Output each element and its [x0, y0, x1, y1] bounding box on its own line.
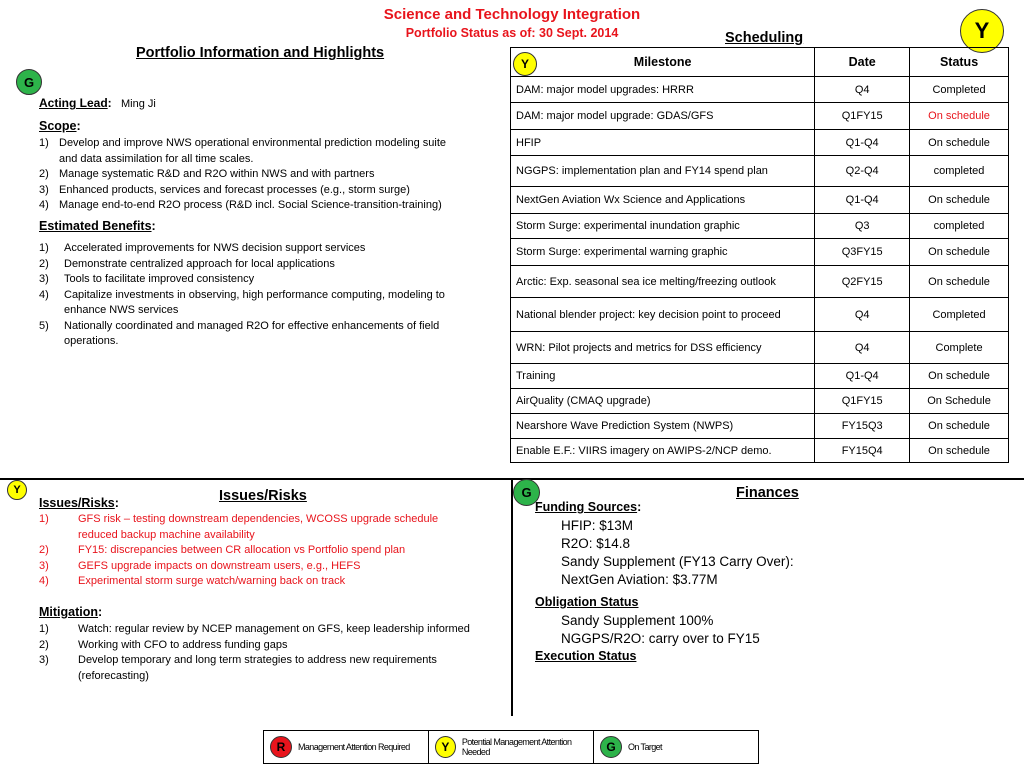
status-cell: On Schedule [910, 389, 1009, 414]
list-text: GEFS upgrade impacts on downstream users, e.g., HEFS [78, 559, 361, 572]
list-number: 3) [39, 654, 49, 666]
finances-heading: Finances [736, 485, 799, 501]
milestone-cell: Storm Surge: experimental inundation graphic [511, 214, 815, 239]
date-cell: Q3 [815, 214, 910, 239]
list-text: Capitalize investments in observing, high performance computing, modeling to [64, 288, 445, 301]
mitigation-label-wrap: Mitigation: [39, 605, 103, 619]
list-number: 3) [39, 559, 49, 572]
date-cell: Q1FY15 [815, 103, 910, 130]
list-text-continued: (reforecasting) [78, 669, 149, 682]
legend-item-red [264, 731, 429, 763]
list-text: Experimental storm surge watch/warning back on track [78, 575, 346, 587]
list-text: GFS risk – testing downstream dependencies, WCOSS upgrade schedule [78, 513, 439, 525]
list-number: 2) [39, 544, 49, 556]
legend-red-indicator: R [270, 736, 292, 758]
funding-item: HFIP: $13M [561, 518, 634, 533]
list-text: Enhanced products, services and forecast processes (e.g., storm surge) [59, 183, 410, 196]
vertical-divider [511, 478, 513, 716]
list-text-continued: operations. [64, 335, 119, 347]
overall-status-indicator: Y [960, 9, 1004, 53]
legend-item-yellow [429, 731, 594, 763]
benefit-item [39, 319, 499, 350]
legend-red-label: Management Attention Required [298, 742, 410, 752]
list-text: FY15: discrepancies between CR allocation vs Portfolio spend plan [78, 544, 406, 556]
schedule-row [511, 103, 1009, 130]
status-cell: On schedule [910, 239, 1009, 266]
funding-item: R2O: $14.8 [561, 536, 631, 551]
milestone-cell: Arctic: Exp. seasonal sea ice melting/freezing outlook [511, 266, 815, 298]
list-number: 1) [39, 623, 49, 635]
schedule-row [511, 414, 1009, 439]
scope-item [39, 183, 499, 199]
obligation-label: Obligation Status [535, 595, 639, 609]
funding-label-wrap: Funding Sources: [535, 500, 642, 514]
benefit-item [39, 241, 499, 257]
legend-yellow-label: Potential Management Attention Needed [461, 737, 572, 757]
mitigation-item [39, 653, 509, 684]
obligation-item: Sandy Supplement 100% [561, 613, 714, 628]
legend-green-label: On Target [628, 742, 662, 752]
list-number: 3) [39, 183, 49, 196]
schedule-row [511, 77, 1009, 103]
issues-heading: Issues/Risks [219, 488, 307, 504]
issue-item [39, 574, 509, 590]
funding-list [561, 517, 794, 589]
issue-item [39, 512, 509, 543]
scope-item [39, 198, 499, 214]
status-cell: On schedule [910, 130, 1009, 156]
date-cell: Q2FY15 [815, 266, 910, 298]
list-number: 1) [39, 137, 49, 149]
status-cell: completed [910, 156, 1009, 187]
benefit-item [39, 257, 499, 273]
portfolio-heading: Portfolio Information and Highlights [136, 45, 385, 61]
finances-status-indicator: G [513, 479, 540, 506]
date-cell: Q4 [815, 77, 910, 103]
mitigation-list [39, 622, 509, 684]
list-number: 1) [39, 242, 49, 254]
page-subtitle: Portfolio Status as of: 30 Sept. 2014 [405, 26, 619, 40]
milestone-cell: NextGen Aviation Wx Science and Applications [511, 187, 815, 214]
list-number: 1) [39, 513, 49, 525]
schedule-row [511, 156, 1009, 187]
list-text: Working with CFO to address funding gaps [78, 638, 288, 651]
list-text: Demonstrate centralized approach for local applications [64, 257, 335, 270]
list-number: 2) [39, 168, 49, 180]
list-text: Develop and improve NWS operational environmental prediction modeling suite [59, 137, 447, 149]
funding-item: Sandy Supplement (FY13 Carry Over): [561, 554, 794, 569]
schedule-row [511, 239, 1009, 266]
obligation-item: NGGPS/R2O: carry over to FY15 [561, 631, 760, 646]
list-text: Watch: regular review by NCEP management on GFS, keep leadership informed [78, 623, 470, 635]
acting-lead-label: Acting Lead [39, 96, 108, 110]
list-text: Nationally coordinated and managed R2O for effective enhancements of field [64, 319, 440, 332]
date-cell: Q1-Q4 [815, 364, 910, 389]
status-cell: Completed [910, 77, 1009, 103]
schedule-row [511, 364, 1009, 389]
portfolio-status-indicator: G [16, 69, 42, 95]
list-number: 2) [39, 638, 49, 651]
list-text-continued: enhance NWS services [64, 304, 179, 316]
milestone-cell: Storm Surge: experimental warning graphic [511, 239, 815, 266]
date-cell: Q4 [815, 298, 910, 332]
status-cell: On schedule [910, 414, 1009, 439]
mitigation-item [39, 638, 509, 654]
page-title: Science and Technology Integration [383, 6, 641, 23]
issues-status-indicator: Y [7, 480, 27, 500]
issues-list [39, 512, 509, 590]
milestone-cell: Enable E.F.: VIIRS imagery on AWIPS-2/NCP demo. [511, 439, 815, 463]
scope-label-wrap: Scope: [39, 119, 81, 133]
benefits-label: Estimated Benefits [39, 219, 152, 233]
benefit-item [39, 288, 499, 319]
list-text: Manage end-to-end R2O process (R&D incl. Social Science-transition-training) [59, 199, 442, 211]
column-header-date: Date [815, 48, 910, 77]
acting-lead-value: Ming Ji [121, 98, 156, 110]
funding-item: NextGen Aviation: $3.77M [561, 572, 718, 587]
date-cell: Q2-Q4 [815, 156, 910, 187]
date-cell: Q1-Q4 [815, 187, 910, 214]
legend-item-green [594, 731, 758, 763]
list-number: 5) [39, 319, 49, 332]
date-cell: Q1-Q4 [815, 130, 910, 156]
schedule-row [511, 130, 1009, 156]
milestone-cell: Training [511, 364, 815, 389]
status-cell: completed [910, 214, 1009, 239]
issue-item [39, 559, 509, 575]
status-cell: On schedule [910, 187, 1009, 214]
scope-label: Scope [39, 119, 77, 133]
issues-label-wrap: Issues/Risks: [39, 496, 119, 510]
obligation-list [561, 612, 760, 648]
milestone-cell: HFIP [511, 130, 815, 156]
list-text: Accelerated improvements for NWS decision support services [64, 242, 366, 254]
schedule-row [511, 187, 1009, 214]
status-cell: On schedule [910, 439, 1009, 463]
execution-label: Execution Status [535, 649, 637, 663]
milestone-cell: WRN: Pilot projects and metrics for DSS efficiency [511, 332, 815, 364]
issues-label: Issues/Risks [39, 496, 115, 510]
schedule-row [511, 332, 1009, 364]
column-header-milestone: Y Milestone [511, 48, 815, 77]
status-cell: On schedule [910, 103, 1009, 130]
list-text: Manage systematic R&D and R2O within NWS and with partners [59, 168, 375, 180]
schedule-row [511, 439, 1009, 463]
list-text: Tools to facilitate improved consistency [64, 273, 255, 285]
issue-item [39, 543, 509, 559]
schedule-table [510, 47, 1009, 463]
date-cell: FY15Q4 [815, 439, 910, 463]
date-cell: Q1FY15 [815, 389, 910, 414]
benefit-item [39, 272, 499, 288]
scope-list [39, 136, 499, 214]
scope-item [39, 167, 499, 183]
milestone-cell: NGGPS: implementation plan and FY14 spend plan [511, 156, 815, 187]
list-number: 4) [39, 199, 49, 211]
schedule-row [511, 298, 1009, 332]
status-cell: On schedule [910, 364, 1009, 389]
list-number: 4) [39, 575, 49, 587]
milestone-cell: DAM: major model upgrade: GDAS/GFS [511, 103, 815, 130]
legend-green-indicator: G [600, 736, 622, 758]
schedule-row [511, 214, 1009, 239]
benefits-label-wrap: Estimated Benefits: [39, 219, 156, 233]
acting-lead: Acting Lead: Ming Ji [39, 96, 156, 110]
status-legend [263, 730, 759, 764]
benefits-list [39, 241, 499, 350]
milestone-cell: DAM: major model upgrades: HRRR [511, 77, 815, 103]
scope-item [39, 136, 499, 167]
milestone-cell: AirQuality (CMAQ upgrade) [511, 389, 815, 414]
milestone-cell: Nearshore Wave Prediction System (NWPS) [511, 414, 815, 439]
list-number: 4) [39, 288, 49, 301]
mitigation-item [39, 622, 509, 638]
schedule-header-row [511, 48, 1009, 77]
milestone-cell: National blender project: key decision point to proceed [511, 298, 815, 332]
mitigation-label: Mitigation [39, 605, 99, 619]
list-text-continued: and data assimilation for all time scales. [59, 152, 254, 165]
status-cell: Complete [910, 332, 1009, 364]
date-cell: Q4 [815, 332, 910, 364]
schedule-row [511, 266, 1009, 298]
date-cell: FY15Q3 [815, 414, 910, 439]
schedule-body [511, 77, 1009, 463]
schedule-row [511, 389, 1009, 414]
date-cell: Q3FY15 [815, 239, 910, 266]
scheduling-heading: Scheduling [725, 30, 804, 46]
status-cell: Completed [910, 298, 1009, 332]
list-text: Develop temporary and long term strategies to address new requirements [78, 654, 437, 666]
list-number: 3) [39, 273, 49, 285]
legend-yellow-indicator: Y [435, 736, 456, 758]
scheduling-status-indicator: Y [513, 52, 537, 76]
list-number: 2) [39, 257, 49, 270]
list-text-continued: reduced backup machine availability [78, 528, 255, 541]
funding-label: Funding Sources [535, 500, 638, 514]
column-header-status: Status [910, 48, 1009, 77]
status-cell: On schedule [910, 266, 1009, 298]
